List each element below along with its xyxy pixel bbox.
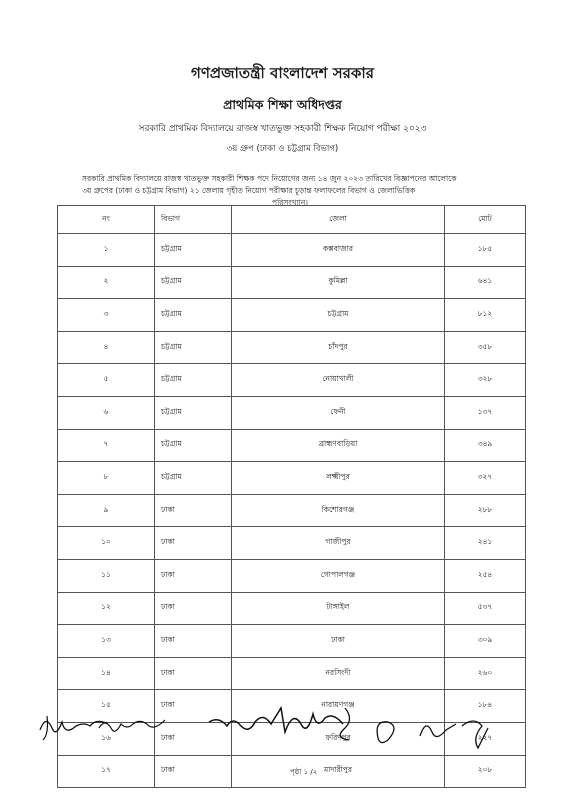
cell-division: ঢাকা: [155, 625, 232, 658]
signature-4: [370, 712, 500, 752]
table-header-row: [58, 206, 526, 234]
cell-division: চট্টগ্রাম: [155, 234, 232, 267]
cell-division: ঢাকা: [155, 559, 232, 592]
cell-district: ফরিদপুর: [232, 722, 445, 755]
cell-division: চট্টগ্রাম: [155, 266, 232, 299]
cell-district: গাজীপুর: [232, 527, 445, 560]
cell-district: কিশোরগঞ্জ: [232, 494, 445, 527]
cell-serial: ৬: [58, 396, 155, 429]
document-title: গণপ্রজাতন্ত্রী বাংলাদেশ সরকার: [191, 64, 374, 82]
cell-serial: ১৫: [58, 690, 155, 723]
intro-line-3: পরিসংখ্যান।: [272, 198, 308, 207]
intro-paragraph: [82, 173, 502, 209]
cell-total: ১৩৭: [445, 396, 526, 429]
table-row: [58, 559, 526, 592]
cell-division: চট্টগ্রাম: [155, 429, 232, 462]
cell-serial: ২: [58, 266, 155, 299]
signature-3: [205, 700, 365, 745]
signature-2: [95, 712, 170, 742]
table-row: [58, 266, 526, 299]
table-row: [58, 657, 526, 690]
table-row: [58, 234, 526, 267]
header-district: জেলা: [232, 206, 445, 234]
cell-district: কক্সবাজার: [232, 234, 445, 267]
cell-total: ১৮৪: [445, 690, 526, 723]
exam-title: সরকারি প্রাথমিক বিদ্যালয়ে রাজস্ব খাতভুক্ত সহকারী শিক্ষক নিয়োগ পরীক্ষা ২০২৩: [138, 124, 427, 134]
cell-district: নোয়াখালী: [232, 364, 445, 397]
cell-serial: ৯: [58, 494, 155, 527]
cell-total: ৮১২: [445, 299, 526, 332]
cell-serial: ১৪: [58, 657, 155, 690]
cell-serial: ১৬: [58, 722, 155, 755]
table-row: [58, 494, 526, 527]
header-serial: নং: [58, 206, 155, 234]
cell-total: ৩০৯: [445, 625, 526, 658]
cell-serial: ১২: [58, 592, 155, 625]
cell-district: মাদারীপুর: [232, 755, 445, 788]
cell-division: চট্টগ্রাম: [155, 364, 232, 397]
cell-division: চট্টগ্রাম: [155, 462, 232, 495]
table-row: [58, 592, 526, 625]
cell-total: ১৮৫: [445, 234, 526, 267]
page-number: পৃষ্ঠা ১ /২: [290, 768, 318, 776]
cell-division: ঢাকা: [155, 755, 232, 788]
table-row: [58, 396, 526, 429]
cell-total: ৬৪১: [445, 266, 526, 299]
table-row: [58, 462, 526, 495]
cell-total: ৩২৮: [445, 364, 526, 397]
intro-line-2: ৩য় গ্রুপের (ঢাকা ও চট্টগ্রাম বিভাগ) ২১ জেলায় গৃহীত নিয়োগ পরীক্ষার চূড়ান্ত ফলাফলের বিভাগ ও জেলাভিত্তিক: [82, 186, 416, 195]
cell-division: ঢাকা: [155, 722, 232, 755]
cell-district: লক্ষ্মীপুর: [232, 462, 445, 495]
table-row: [58, 429, 526, 462]
cell-district: ঢাকা: [232, 625, 445, 658]
cell-district: কুমিল্লা: [232, 266, 445, 299]
cell-total: ২৬০: [445, 657, 526, 690]
cell-total: ২২৭: [445, 722, 526, 755]
cell-total: ২৪১: [445, 527, 526, 560]
cell-division: চট্টগ্রাম: [155, 299, 232, 332]
group-label: ৩য় গ্রুপ (ঢাকা ও চট্টগ্রাম বিভাগ): [226, 144, 339, 154]
cell-division: ঢাকা: [155, 527, 232, 560]
cell-district: নরসিংদী: [232, 657, 445, 690]
cell-serial: ১০: [58, 527, 155, 560]
cell-total: ২০৮: [445, 755, 526, 788]
cell-district: ব্রাহ্মণবাড়িয়া: [232, 429, 445, 462]
cell-serial: ১৭: [58, 755, 155, 788]
cell-district: নারায়ণগঞ্জ: [232, 690, 445, 723]
cell-division: চট্টগ্রাম: [155, 331, 232, 364]
cell-district: চাঁদপুর: [232, 331, 445, 364]
cell-serial: ৫: [58, 364, 155, 397]
cell-total: ৩২৭: [445, 462, 526, 495]
cell-total: ৫৩৭: [445, 592, 526, 625]
cell-division: ঢাকা: [155, 657, 232, 690]
cell-district: ফেনী: [232, 396, 445, 429]
cell-district: চট্টগ্রাম: [232, 299, 445, 332]
cell-district: গোপালগঞ্জ: [232, 559, 445, 592]
cell-total: ২৮৮: [445, 494, 526, 527]
table-row: [58, 527, 526, 560]
cell-division: চট্টগ্রাম: [155, 396, 232, 429]
table-row: [58, 331, 526, 364]
department-name: প্রাথমিক শিক্ষা অধিদপ্তর: [223, 97, 342, 112]
cell-division: ঢাকা: [155, 592, 232, 625]
cell-serial: ৩: [58, 299, 155, 332]
cell-serial: ৮: [58, 462, 155, 495]
cell-serial: ১১: [58, 559, 155, 592]
table-row: [58, 299, 526, 332]
header-total: মোট: [445, 206, 526, 234]
cell-division: ঢাকা: [155, 494, 232, 527]
table-row: [58, 625, 526, 658]
cell-serial: ১: [58, 234, 155, 267]
table-row: [58, 364, 526, 397]
cell-total: ৩৪৯: [445, 429, 526, 462]
cell-total: ৩৫৮: [445, 331, 526, 364]
header-division: বিভাগ: [155, 206, 232, 234]
cell-serial: ১৩: [58, 625, 155, 658]
cell-total: ২৫৪: [445, 559, 526, 592]
cell-serial: ৭: [58, 429, 155, 462]
cell-serial: ৪: [58, 331, 155, 364]
cell-division: ঢাকা: [155, 690, 232, 723]
cell-district: টাঙ্গাইল: [232, 592, 445, 625]
intro-line-1: সরকারি প্রাথমিক বিদ্যালয়ে রাজস্ব খাতভুক্ত সহকারী শিক্ষক পদে নিয়োগের জন্য ১৪ জুন ২০২৩ তারিখের বিজ্ঞাপনের আলোকে: [82, 174, 457, 183]
